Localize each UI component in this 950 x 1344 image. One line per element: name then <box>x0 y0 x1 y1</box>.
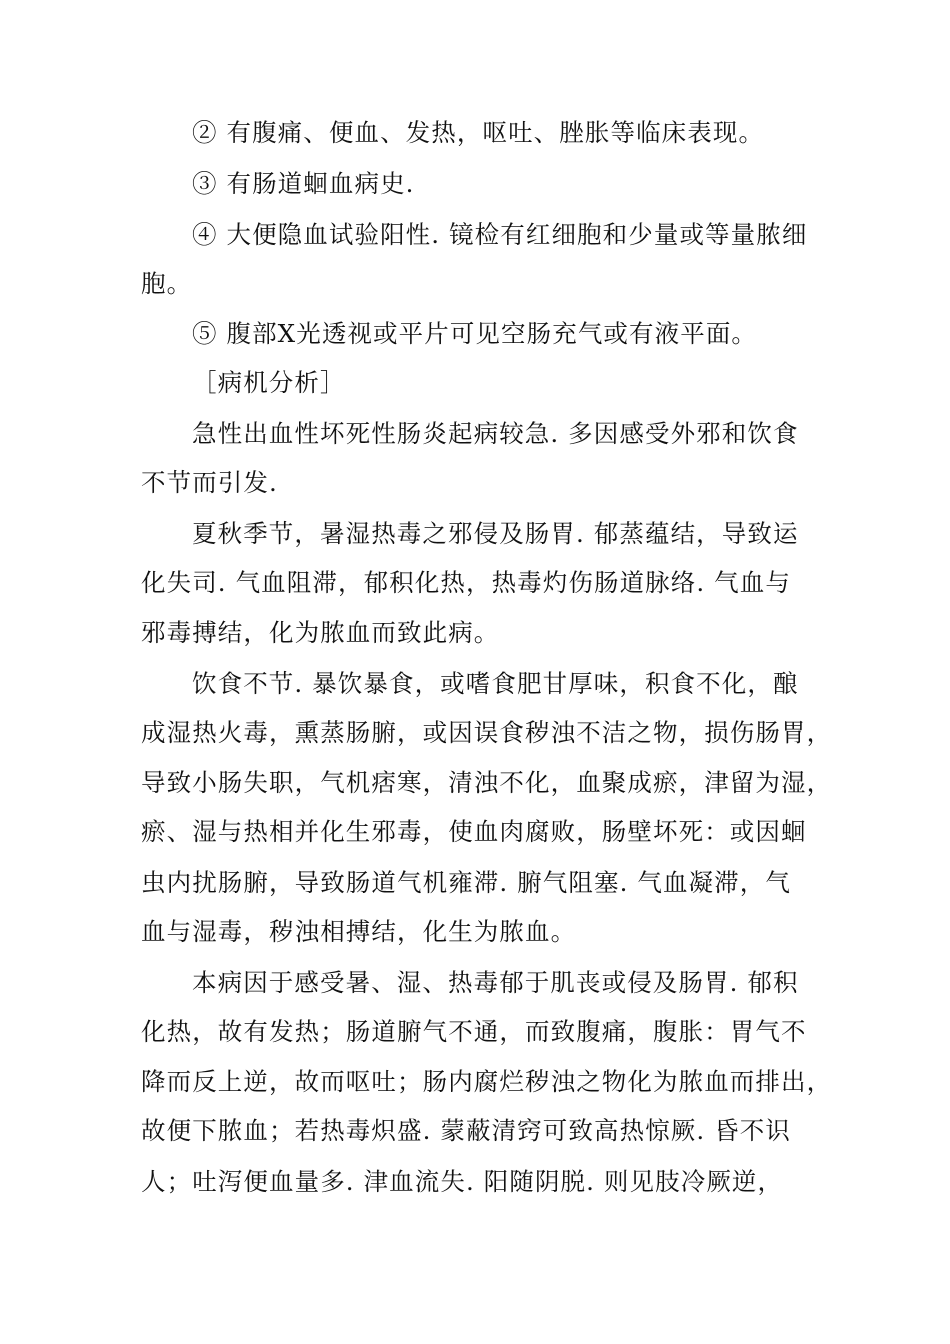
list-item-3: ③ 有肠道蛔血病史. <box>192 169 415 198</box>
paragraph-line: 瘀、湿与热相并化生邪毒，使血肉腐败，肠壁坏死：或因蛔 <box>141 817 807 846</box>
paragraph-line: 饮食不节. 暴饮暴食，或嗜食肥甘厚味，积食不化，酿 <box>192 669 799 698</box>
paragraph-line: 降而反上逆，故而呕吐；肠内腐烂秽浊之物化为脓血而排出， <box>141 1067 833 1096</box>
paragraph-line: 化失司. 气血阻滞，郁积化热，热毒灼伤肠道脉络. 气血与 <box>141 568 791 597</box>
paragraph-line: 成湿热火毒，熏蒸肠腑，或因误食秽浊不洁之物，损伤肠胃， <box>141 718 833 747</box>
paragraph-line: 虫内扰肠腑，导致肠道气机雍滞. 腑气阻塞. 气血凝滞，气 <box>141 868 791 897</box>
paragraph-line: 本病因于感受暑、湿、热毒郁于肌丧或侵及肠胃. 郁积 <box>192 968 799 997</box>
paragraph-line: 血与湿毒，秽浊相搏结，化生为脓血。 <box>141 917 577 946</box>
paragraph-line: 急性出血性坏死性肠炎起病较急. 多因感受外邪和饮食 <box>192 419 799 448</box>
paragraph-line: 人；吐泻便血量多. 津血流失. 阳随阴脱. 则见肢冷厥逆， <box>141 1167 784 1196</box>
paragraph-line: 不节而引发. <box>141 468 278 497</box>
list-item-5: ⑤ 腹部X光透视或平片可见空肠充气或有液平面。 <box>192 319 758 348</box>
paragraph-line: 化热，故有发热；肠道腑气不通，而致腹痛，腹胀：胃气不 <box>141 1017 807 1046</box>
paragraph-line: 导致小肠失职，气机痞寒，清浊不化，血聚成瘀，津留为湿， <box>141 768 833 797</box>
paragraph-line: 邪毒搏结，化为脓血而致此病。 <box>141 618 500 647</box>
section-heading: ［病机分析］ <box>192 368 346 397</box>
paragraph-line: 夏秋季节，暑湿热毒之邪侵及肠胃. 郁蒸蕴结，导致运 <box>192 519 799 548</box>
list-item-4-cont: 胞。 <box>141 269 193 298</box>
list-item-2: ② 有腹痛、便血、发热，呕吐、脞胀等临床表现。 <box>192 118 765 147</box>
paragraph-line: 故便下脓血；若热毒炽盛. 蒙蔽清窍可致高热惊厥. 昏不识 <box>141 1116 791 1145</box>
list-item-4: ④ 大便隐血试验阳性. 镜检有红细胞和少量或等量脓细 <box>192 220 808 249</box>
